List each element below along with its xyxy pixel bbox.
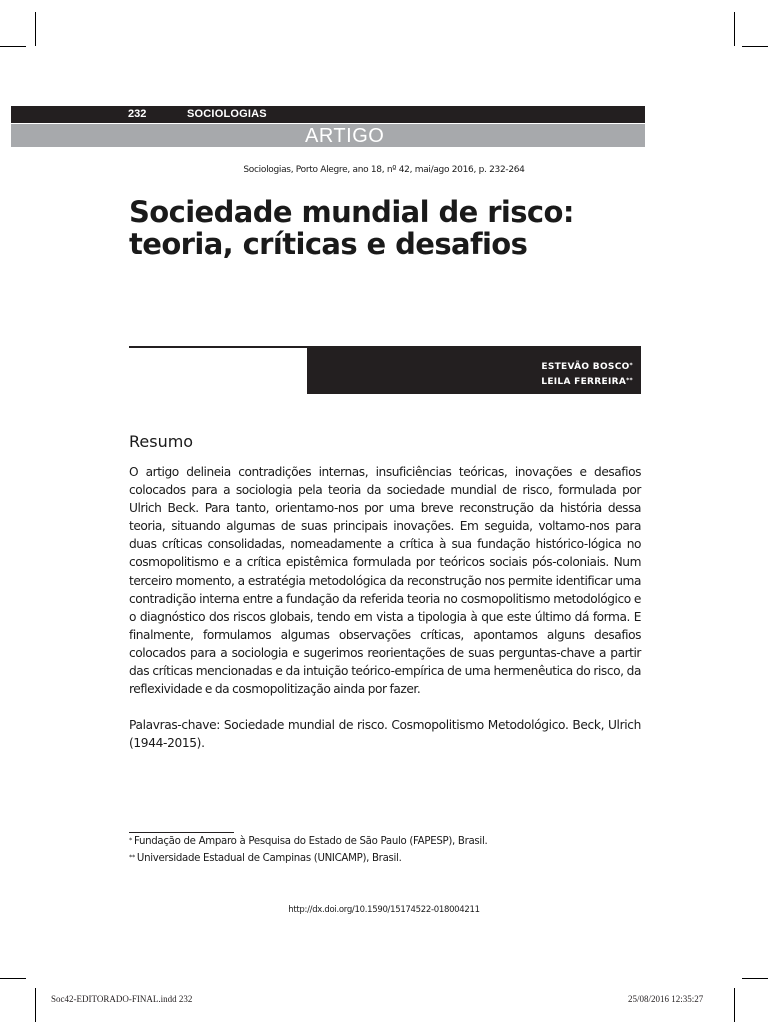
author — [541, 377, 633, 387]
crop-mark — [35, 12, 36, 46]
footnote-mark: ** — [129, 853, 135, 861]
citation: Sociologias, Porto Alegre, ano 18, nº 42, mai/ago 2016, p. 232-264 — [243, 165, 525, 175]
doi-link[interactable]: http://dx.doi.org/10.1590/15174522-018004211 — [288, 905, 480, 915]
title-line-2: teoria, críticas e desafios — [129, 227, 528, 261]
print-slug-datetime: 25/08/2016 12:35:27 — [628, 994, 704, 1004]
print-slug-file: Soc42-EDITORADO-FINAL.indd 232 — [51, 994, 193, 1004]
title-line-1: Sociedade mundial de risco: — [129, 195, 574, 229]
author-name: LEILA FERREIRA — [541, 377, 627, 387]
abstract-heading: Resumo — [129, 432, 194, 451]
page-number: 232 — [128, 108, 147, 120]
footnote — [129, 853, 402, 864]
crop-mark — [734, 988, 735, 1022]
running-header — [11, 106, 645, 123]
article-title — [129, 196, 649, 260]
crop-mark — [0, 46, 26, 47]
author-rule — [129, 346, 307, 348]
author-mark: * — [629, 362, 633, 369]
footnote — [129, 836, 487, 847]
abstract-text: O artigo delineia contradições internas, insuficiências teóricas, inovações e desafios colocados para a sociologia pela teoria da sociedade mundial de risco, formulada por Ulrich Beck. Para tanto, orientamo-nos por uma breve reconstrução da história dessa teoria, situando algumas de suas principais inovações. Em seguida, voltamo-nos para duas críticas consolidadas, nomeadamente a crítica à sua fundação histórico-lógica no cosmopolitismo e a crítica epistêmica formulada por teóricos sociais pós-coloniais. Num terceiro momento, a estratégia metodológica da reconstrução nos permite identificar uma contradição interna entre a fundação da referida teoria no cosmopolitismo metodológico e o diagnóstico dos riscos globais, tendo em vista a tipologia à que este último dá forma. E finalmente, formulamos algumas observações críticas, apontamos alguns desafios colocados para a sociologia e sugerimos reorientações de suas perguntas-chave a partir das críticas mencionadas e da intuição teórico-empírica de uma hermenêutica do risco, da reflexividade e da cosmopolitização ainda por fazer. — [129, 465, 641, 697]
crop-mark — [35, 988, 36, 1022]
author — [541, 362, 633, 372]
crop-mark — [0, 978, 26, 979]
journal-name: SOCIOLOGIAS — [187, 108, 267, 120]
author-mark: ** — [626, 377, 633, 384]
footnote-text: Universidade Estadual de Campinas (UNICAMP), Brasil. — [136, 853, 402, 864]
section-label: ARTIGO — [305, 125, 385, 147]
author-block — [307, 346, 641, 394]
author-name: ESTEVÃO BOSCO — [541, 362, 630, 372]
footnote-text: Fundação de Amparo à Pesquisa do Estado de São Paulo (FAPESP), Brasil. — [133, 836, 488, 847]
section-banner — [11, 124, 645, 147]
footnote-rule — [129, 832, 234, 833]
crop-mark — [734, 12, 735, 46]
footnote-mark: * — [129, 836, 132, 844]
keywords: Palavras-chave: Sociedade mundial de risco. Cosmopolitismo Metodológico. Beck, Ulrich (1944-2015). — [129, 718, 641, 751]
crop-mark — [742, 978, 768, 979]
crop-mark — [742, 46, 768, 47]
